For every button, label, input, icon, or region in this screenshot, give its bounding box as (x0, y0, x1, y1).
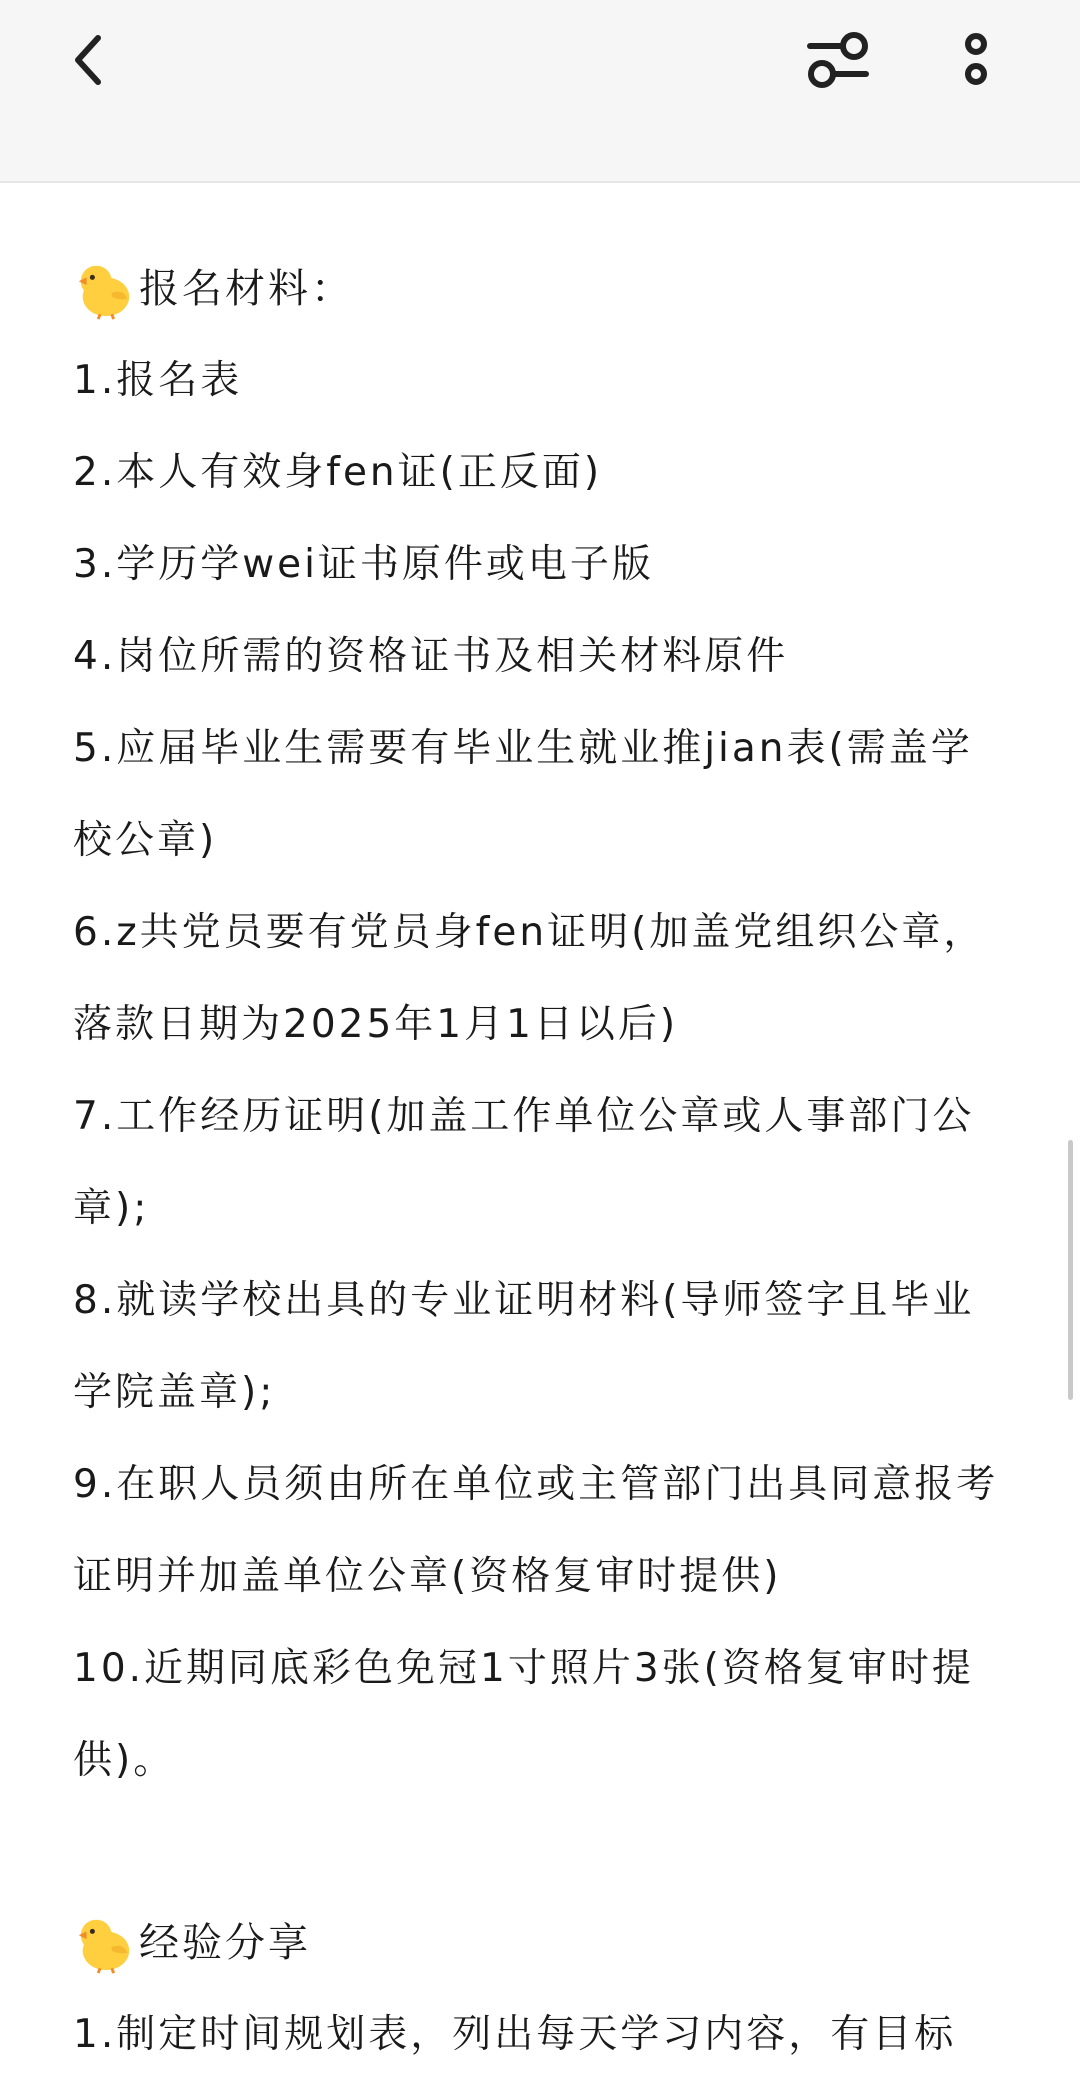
list-item: 10.近期同底彩色免冠1寸照片3张(资格复审时提供)。 (73, 1646, 974, 1783)
top-app-bar (0, 0, 1080, 183)
chevron-left-icon (68, 32, 108, 88)
list-item: 6.z共党员要有党员身fen证明(加盖党组织公章，落款日期为2025年1月1日以后) (73, 910, 986, 1047)
list-item: 2.本人有效身fen证(正反面) (73, 450, 603, 495)
paragraph-spacer (73, 1807, 1013, 1897)
list-item: 3.学历学wei证书原件或电子版 (73, 542, 654, 587)
scrollbar[interactable] (1068, 1140, 1073, 1400)
section-title: 经验分享 (139, 1920, 311, 1966)
materials-list (73, 335, 1013, 1807)
list-item: 9.在职人员须由所在单位或主管部门出具同意报考证明并加盖单位公章(资格复审时提供) (73, 1462, 999, 1599)
more-vertical-icon (961, 28, 991, 92)
section-experience-sharing (73, 1897, 1013, 2081)
list-item: 8.就读学校出具的专业证明材料(导师签字且毕业学院盖章); (73, 1278, 975, 1415)
section-heading (73, 243, 1013, 335)
experience-list (73, 1989, 1013, 2081)
list-item: 1.报名表 (73, 358, 243, 403)
back-button[interactable] (52, 24, 124, 96)
chick-icon (73, 258, 135, 320)
sliders-icon (804, 28, 872, 92)
list-item: 5.应届毕业生需要有毕业生就业推jian表(需盖学校公章) (73, 726, 973, 863)
section-heading (73, 1897, 1013, 1989)
list-item: 4.岗位所需的资格证书及相关材料原件 (73, 634, 789, 679)
filter-button[interactable] (800, 24, 876, 96)
section-title: 报名材料： (139, 266, 354, 312)
list-item: 1.制定时间规划表，列出每天学习内容，有目标 (73, 2012, 957, 2057)
chick-icon (73, 1912, 135, 1974)
section-registration-materials (73, 243, 1013, 1807)
more-options-button[interactable] (940, 24, 1012, 96)
note-content (73, 243, 1013, 2081)
list-item: 7.工作经历证明(加盖工作单位公章或人事部门公章); (73, 1094, 975, 1231)
